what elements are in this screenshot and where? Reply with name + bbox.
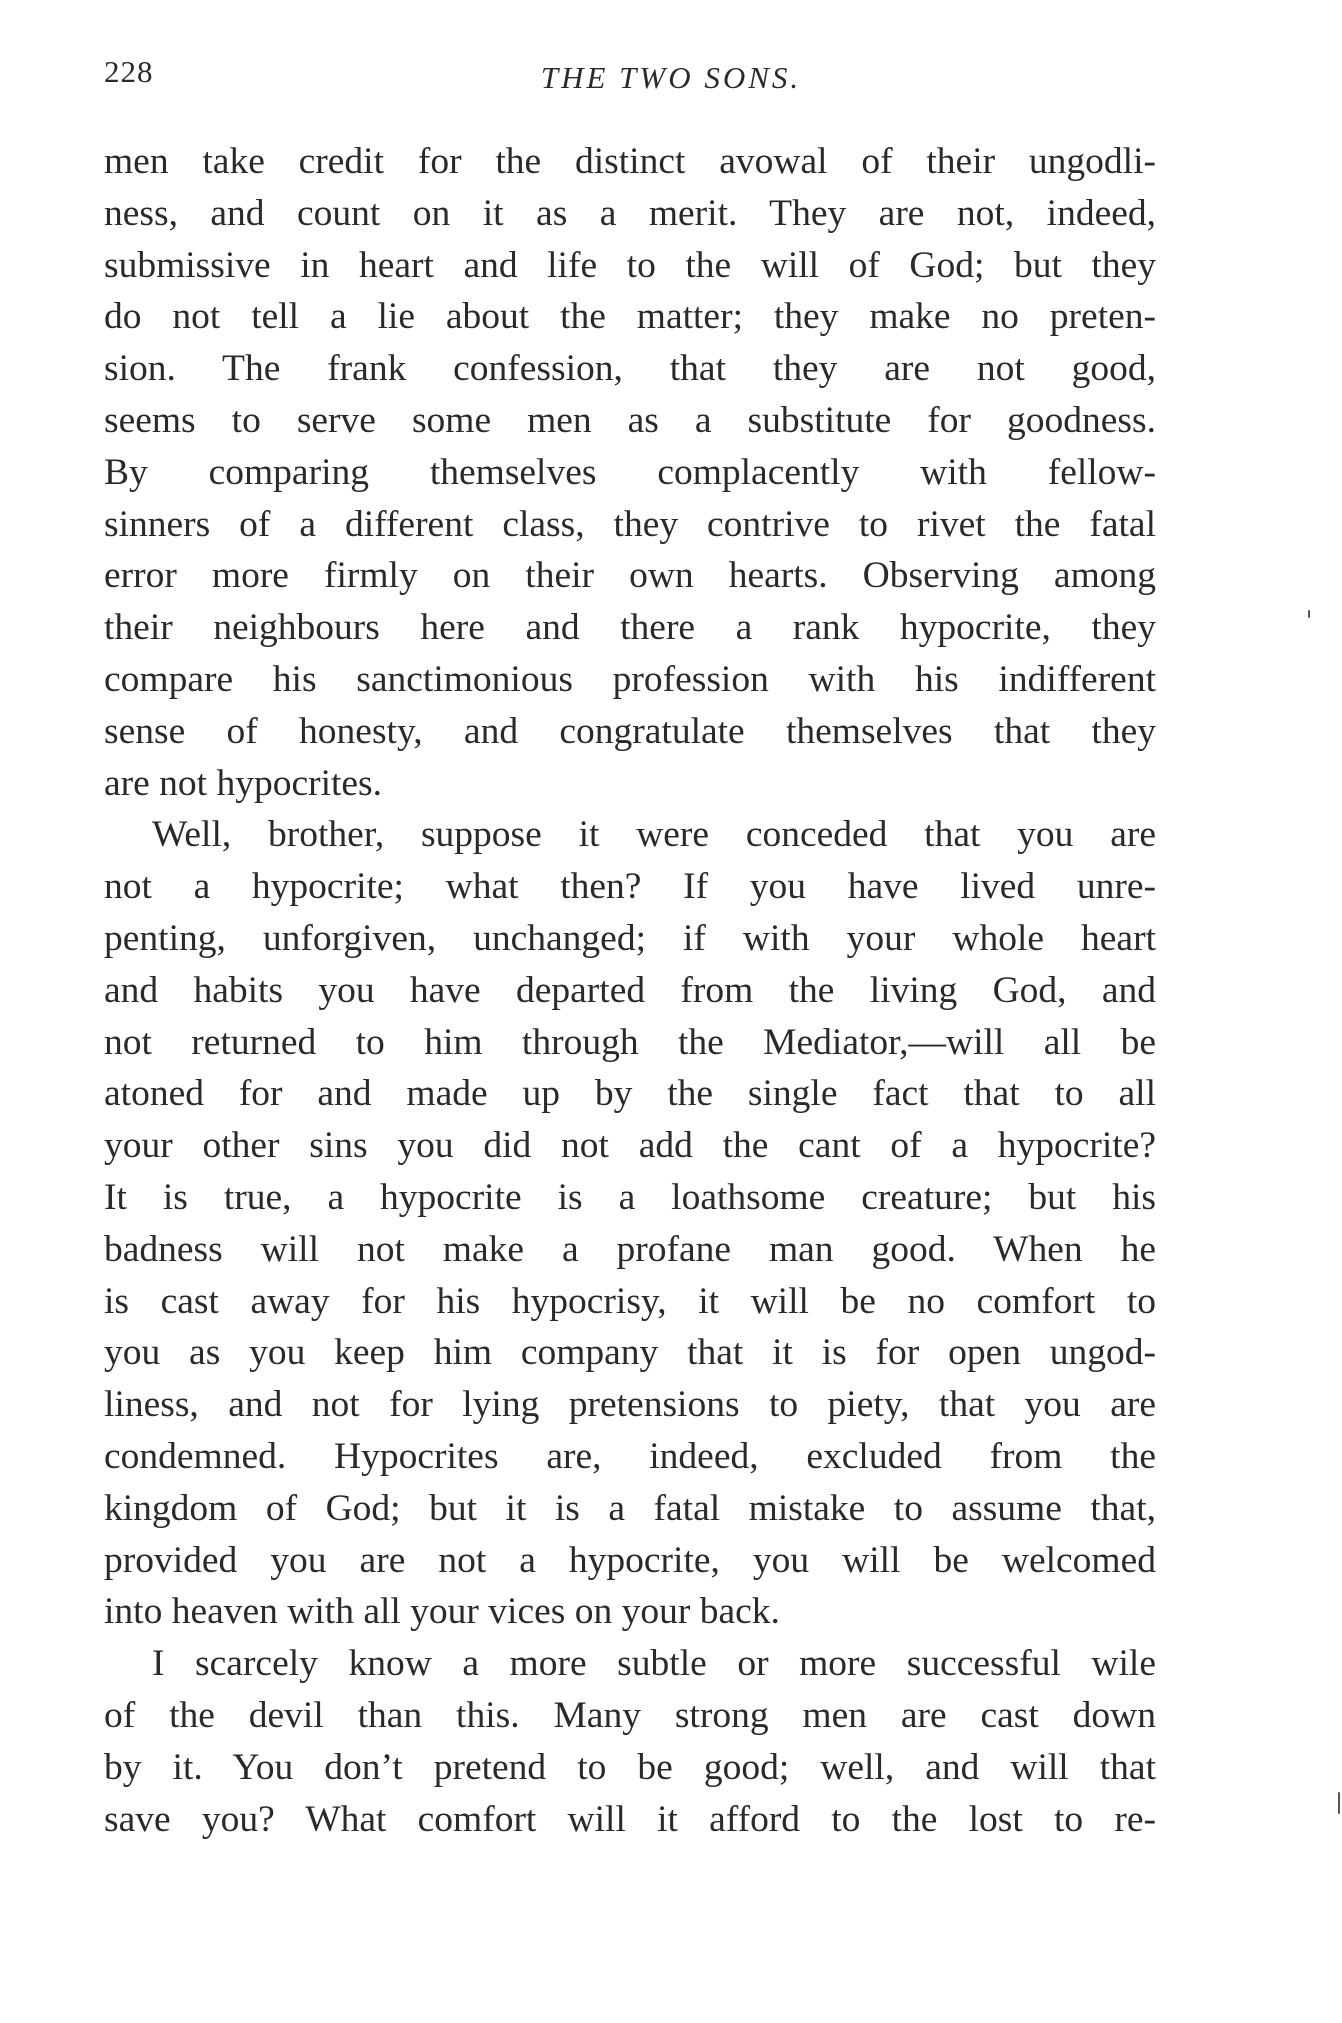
text-line: It is true, a hypocrite is a loathsome creature; but his xyxy=(104,1176,1156,1218)
text-line: ness, and count on it as a merit. They are not, indeed, xyxy=(104,192,1156,234)
text-line: men take credit for the distinct avowal of their ungodli- xyxy=(104,141,1156,182)
text-line: badness will not make a profane man good. When he xyxy=(104,1228,1156,1270)
text-line: submissive in heart and life to the will of God; but they xyxy=(104,244,1156,286)
text-line: compare his sanctimonious profession with his indifferent xyxy=(104,658,1156,700)
text-line: By comparing themselves complacently with fellow- xyxy=(104,451,1156,493)
text-line: error more firmly on their own hearts. Observing among xyxy=(104,555,1156,597)
paragraph-1 xyxy=(104,136,1156,809)
text-line: not a hypocrite; what then? If you have lived unre- xyxy=(104,866,1156,908)
text-line: atoned for and made up by the single fact that to all xyxy=(104,1073,1156,1115)
text-line: not returned to him through the Mediator,—will all be xyxy=(104,1021,1156,1063)
paper-speck xyxy=(1338,1792,1340,1814)
text-line: is cast away for his hypocrisy, it will be no comfort to xyxy=(104,1280,1156,1322)
text-line: liness, and not for lying pretensions to piety, that you are xyxy=(104,1384,1156,1426)
text-line: and habits you have departed from the living God, and xyxy=(104,969,1156,1011)
text-line: by it. You don’t pretend to be good; well, and will that xyxy=(104,1746,1156,1788)
paper-speck xyxy=(1308,610,1310,618)
page-number: 228 xyxy=(104,54,154,89)
text-line: are not hypocrites. xyxy=(104,762,383,804)
text-line: you as you keep him company that it is for open ungod- xyxy=(104,1332,1156,1374)
text-line: seems to serve some men as a substitute for goodness. xyxy=(104,399,1156,441)
text-line: save you? What comfort will it afford to the lost to re- xyxy=(104,1798,1156,1840)
text-line: condemned. Hypocrites are, indeed, excluded from the xyxy=(104,1435,1156,1477)
text-line: sense of honesty, and congratulate themselves that they xyxy=(104,710,1156,752)
paragraph-3 xyxy=(104,1638,1156,1845)
text-line: kingdom of God; but it is a fatal mistake to assume that, xyxy=(104,1487,1156,1529)
text-line: into heaven with all your vices on your back. xyxy=(104,1591,780,1633)
text-line: Well, brother, suppose it were conceded that you are xyxy=(152,814,1156,856)
text-line: sinners of a different class, they contrive to rivet the fatal xyxy=(104,503,1156,545)
text-line: of the devil than this. Many strong men are cast down xyxy=(104,1694,1156,1736)
text-line: provided you are not a hypocrite, you will be welcomed xyxy=(104,1539,1156,1581)
running-head: THE TWO SONS. xyxy=(540,60,802,95)
text-line: their neighbours here and there a rank hypocrite, they xyxy=(104,607,1156,649)
text-line: your other sins you did not add the cant of a hypocrite? xyxy=(104,1125,1156,1167)
paragraph-2 xyxy=(104,809,1156,1638)
text-line: penting, unforgiven, unchanged; if with your whole heart xyxy=(104,917,1156,959)
text-line: I scarcely know a more subtle or more successful wile xyxy=(152,1643,1156,1685)
text-line: sion. The frank confession, that they are not good, xyxy=(104,348,1156,390)
text-line: do not tell a lie about the matter; they make no preten- xyxy=(104,296,1156,338)
body-text xyxy=(104,136,1156,1845)
